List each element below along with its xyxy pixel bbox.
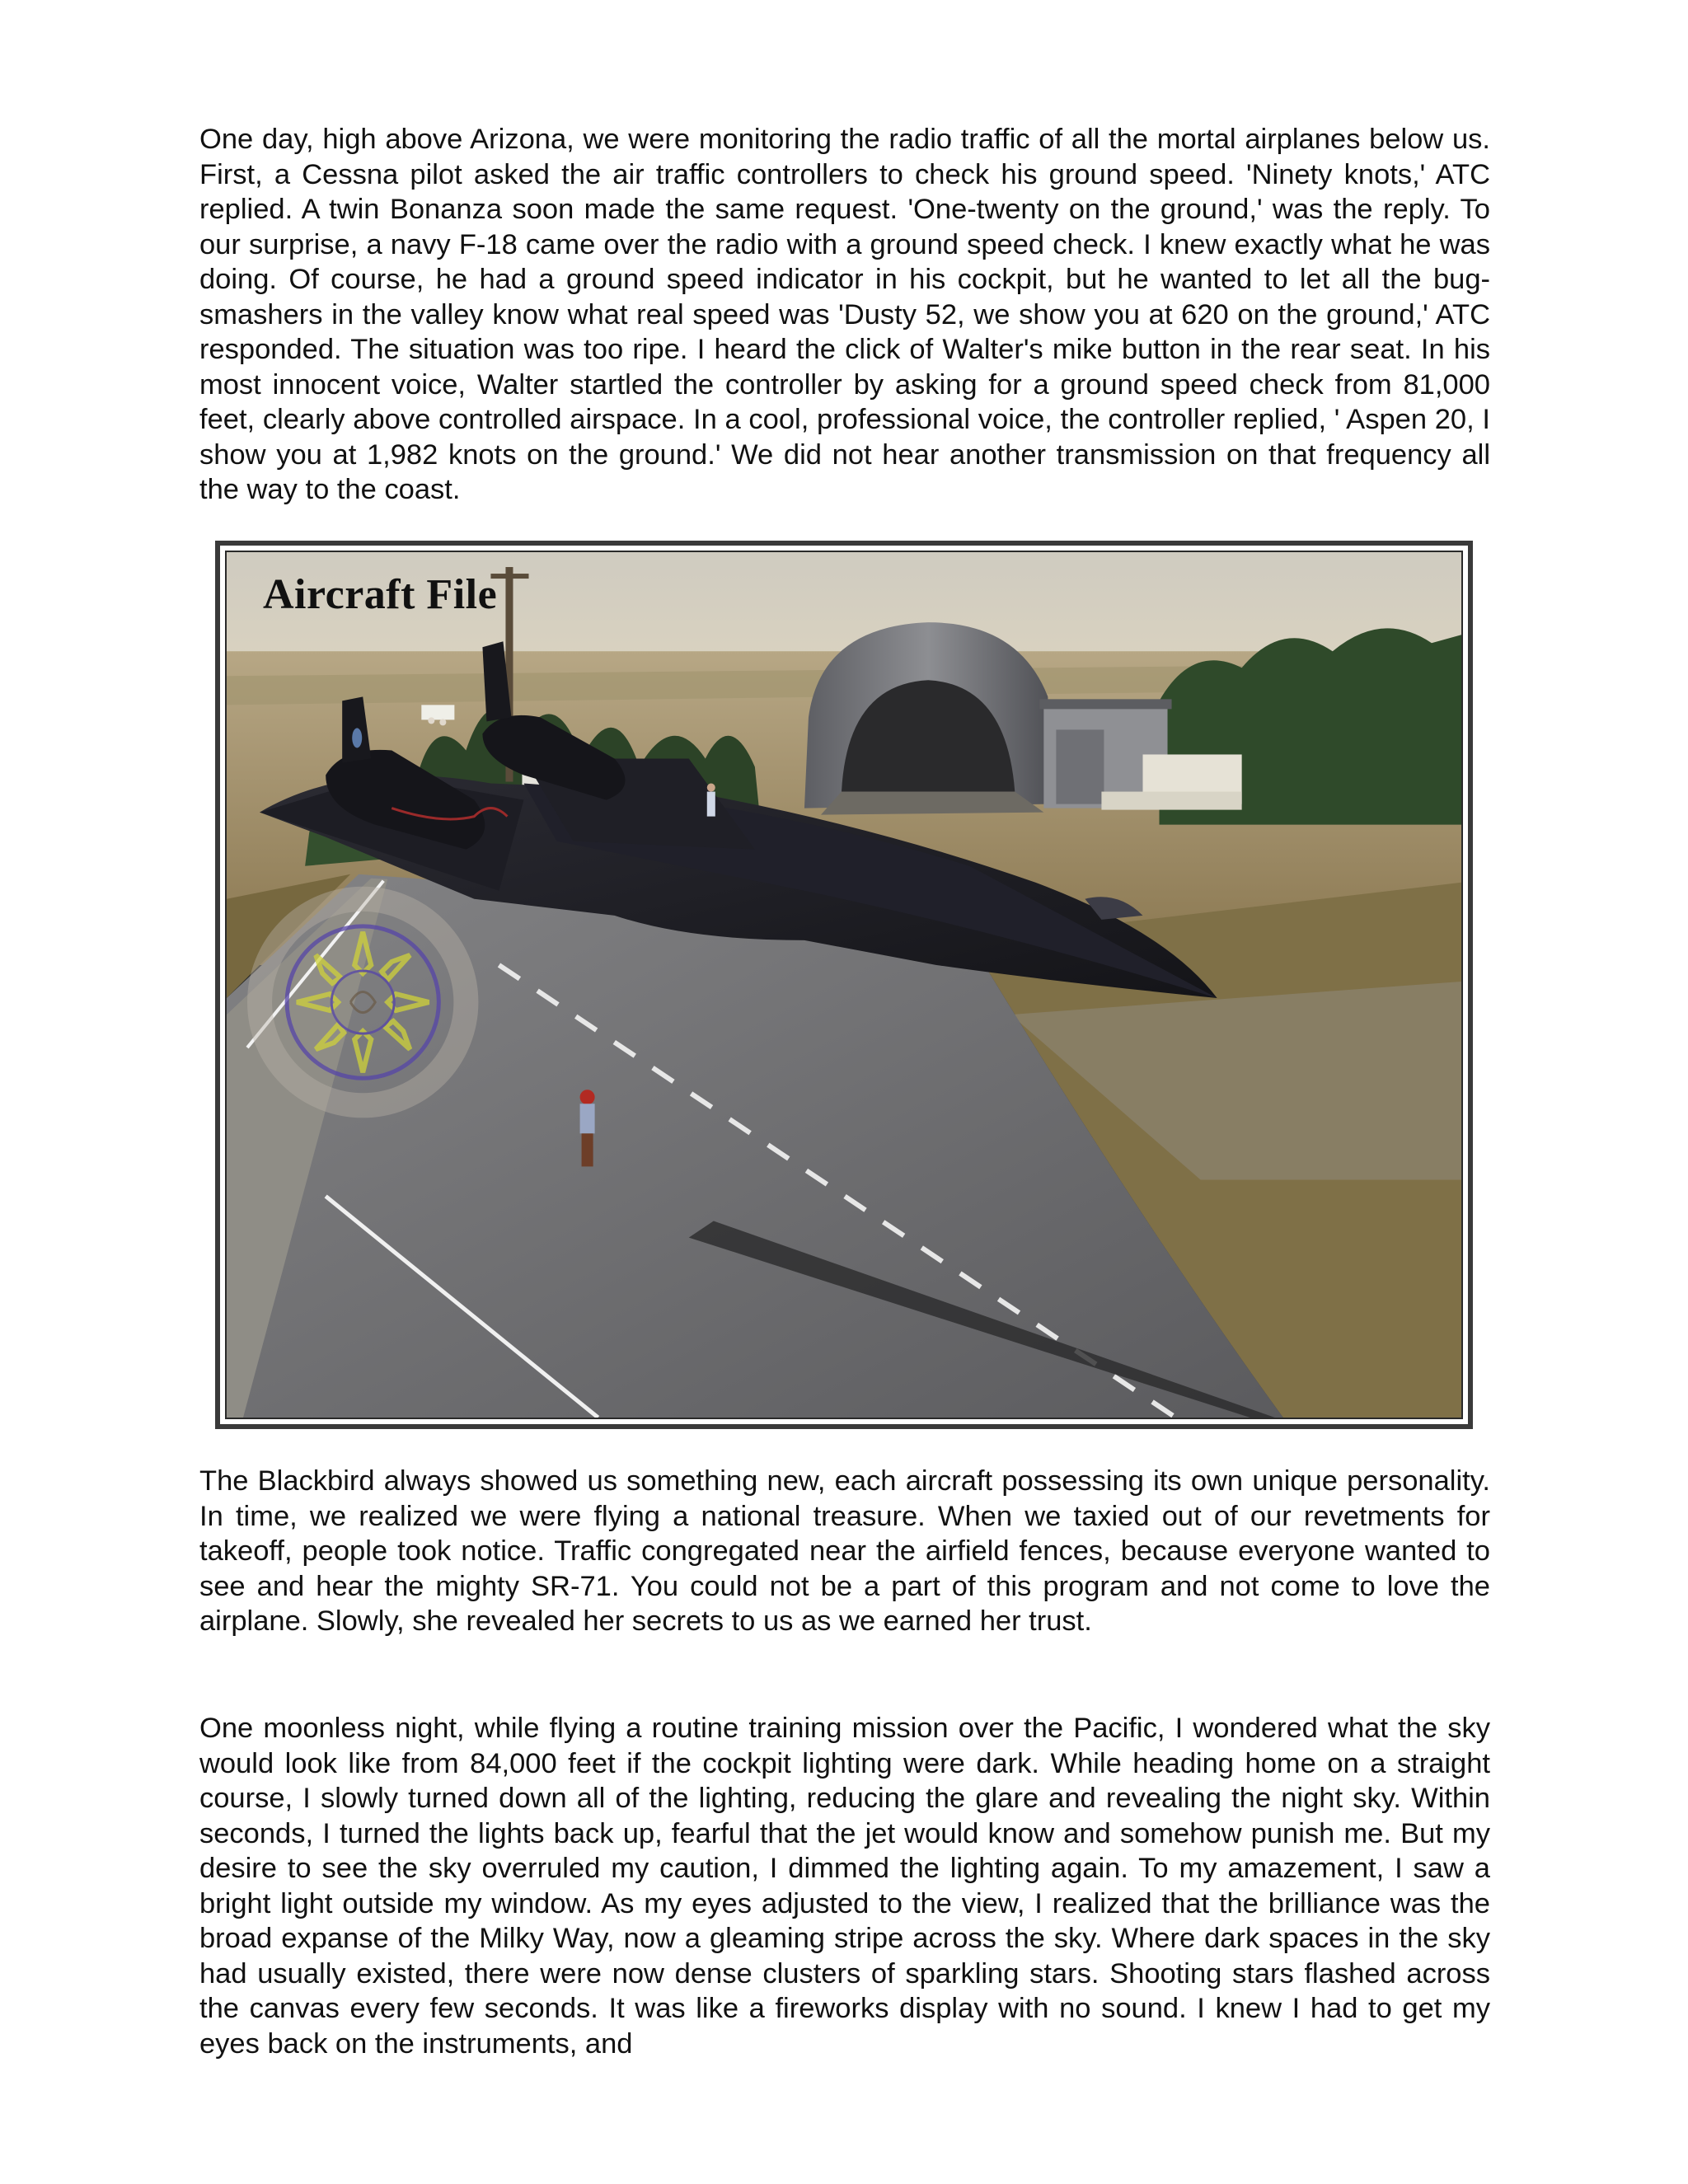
photo-frame bbox=[215, 541, 1473, 1429]
sr71-photo-illustration bbox=[227, 552, 1461, 1418]
support-vehicle-base bbox=[1101, 792, 1241, 810]
person-near-nose-body bbox=[707, 792, 715, 817]
hangar-annex-door bbox=[1056, 729, 1104, 804]
car bbox=[421, 705, 454, 719]
hangar-floor bbox=[821, 792, 1043, 815]
hangar-annex-roof bbox=[1039, 699, 1171, 709]
photo-caption: Aircraft File bbox=[263, 571, 498, 618]
paragraph-moonless-night: One moonless night, while flying a routine training mission over the Pacific, I wondered what the sky would look like from 84,000 feet if the cockpit lighting were dark. While heading home on a straight course, I slowly turned down all of the lighting, reducing the glare and revealing the night sky. Within seconds, I turned the lights back up, fearful that the jet would know and somehow punish me. But my desire to see the sky overruled my caution, I dimmed the lighting again. To my amazement, I saw a bright light outside my window. As my eyes adjusted to the view, I realized that the brilliance was the broad expanse of the Milky Way, now a gleaming stripe across the sky. Where dark spaces in the sky had usually existed, there were now dense clusters of sparkling stars. Shooting stars flashed across the canvas every few seconds. It was like a fireworks display with no sound. I knew I had to get my eyes back on the instruments, and bbox=[199, 1713, 1490, 2060]
photo-mat bbox=[220, 546, 1468, 1424]
paragraph-radio-traffic: One day, high above Arizona, we were monitoring the radio traffic of all the mortal airplanes below us. First, a Cessna pilot asked the air traffic controllers to check his ground speed. 'Ninety knots,' ATC replied. A twin Bonanza soon made the same request. 'One-twenty on the ground,' was the reply. To our surprise, a navy F-18 came over the radio with a ground speed check. I knew exactly what he was doing. Of course, he had a ground speed indicator in his cockpit, but he wanted to let all the bug-smashers in the valley know what real speed was 'Dusty 52, we show you at 620 on the ground,' ATC responded. The situation was too ripe. I heard the click of Walter's mike button in the rear seat. In his most innocent voice, Walter startled the controller by asking for a ground speed check from 81,000 feet, clearly above controlled airspace. In a cool, professional voice, the controller replied, ' Aspen 20, I show you at 1,982 knots on the ground.' We did not hear another transmission on that frequency all the way to the coast. bbox=[199, 124, 1490, 505]
person-far-1 bbox=[428, 717, 434, 724]
person-near-nose-head bbox=[707, 784, 715, 792]
ground-crew-head bbox=[580, 1090, 595, 1104]
photo-border bbox=[225, 551, 1463, 1419]
sr71-tail-insignia bbox=[352, 728, 362, 748]
person-far-2 bbox=[439, 719, 446, 725]
paragraph-blackbird-personality: The Blackbird always showed us something new, each aircraft possessing its own unique personality. In time, we realized we were flying a national treasure. When we taxied out of our revetments for takeoff, people took notice. Traffic congregated near the airfield fences, because everyone wanted to see and hear the mighty SR-71. You could not be a part of this program and not come to love the airplane. Slowly, she revealed her secrets to us as we earned her trust. bbox=[199, 1465, 1490, 1637]
ground-crew-body bbox=[580, 1104, 595, 1133]
sr71-photo bbox=[227, 552, 1461, 1418]
ground-crew-legs bbox=[582, 1133, 593, 1166]
